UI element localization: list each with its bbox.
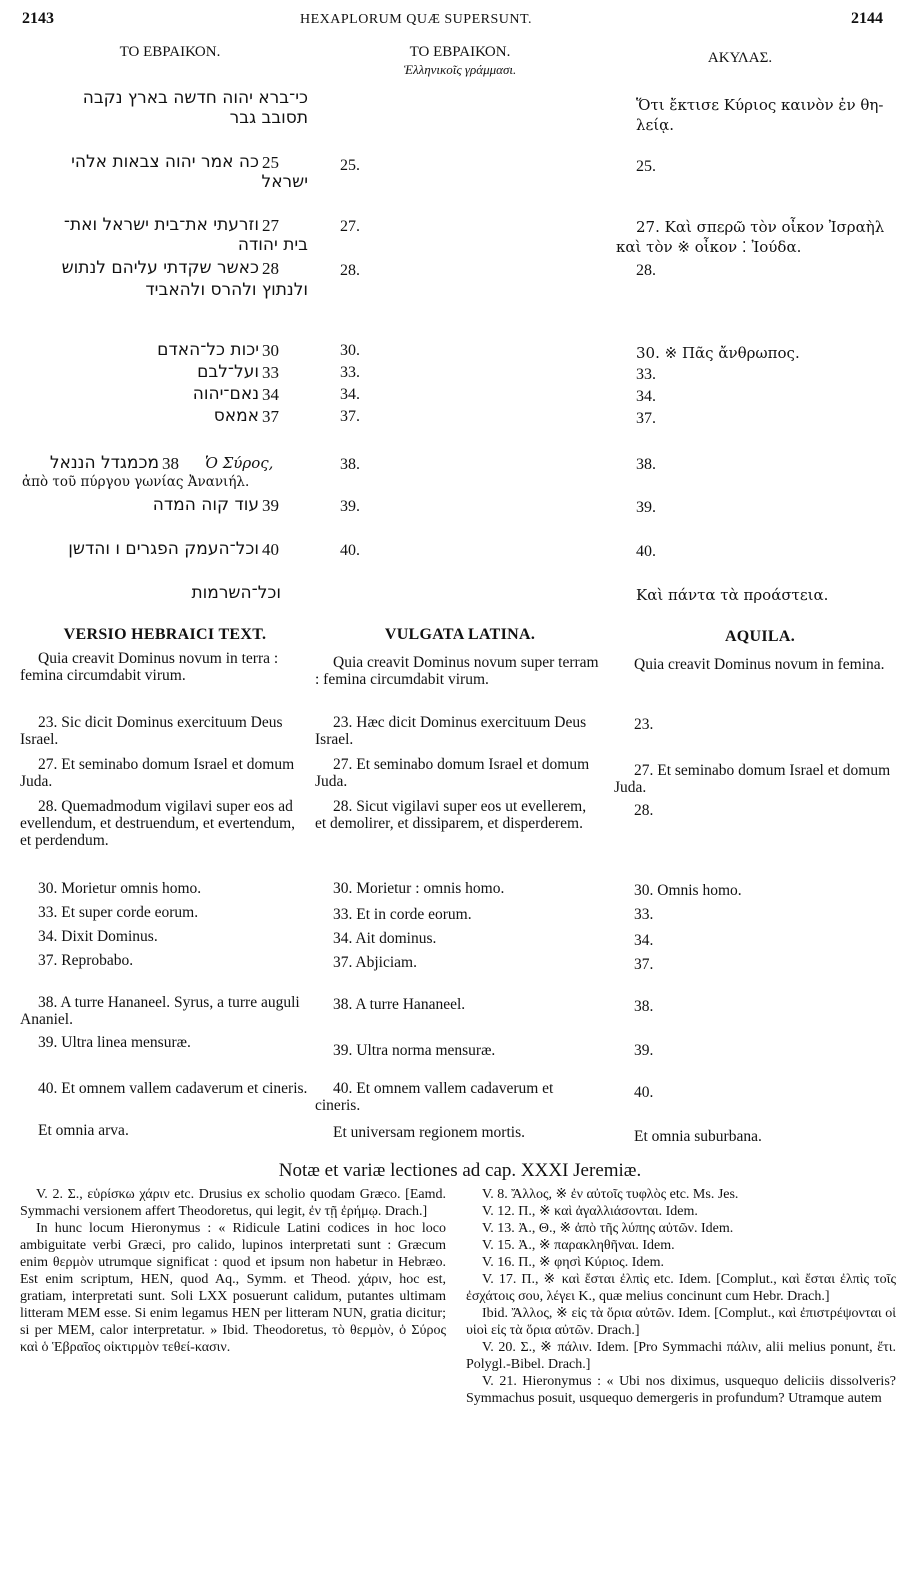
note-paragraph: V. 13. Ἀ., Θ., ※ ἀπὸ τῆς λύπης αὐτῶν. Idem.	[482, 1221, 734, 1236]
vulgata-entry: 28. Sicut vigilavi super eos ut evellerem, et demolirer, et dissiparem, et disperderem.	[315, 798, 587, 832]
aquila-line: λείᾳ.	[636, 116, 675, 134]
vulgata-heading: VULGATA LATINA.	[384, 626, 536, 643]
aquila-line: 27. Καὶ σπερῶ τὸν οἶκον Ἰσραὴλ	[636, 218, 885, 236]
vulgata-entry: 30. Morietur : omnis homo.	[333, 880, 505, 897]
hebrew-line: כאשר שקדתי עליהם לנתוש	[61, 258, 259, 278]
note-paragraph: V. 21. Hieronymus : « Ubi nos diximus, usquequo deliciis dissolveris? Symmachus posuit, usquequo demergeris in profundum? Utramque autem	[466, 1374, 896, 1406]
hebrew-verse-number: 27	[262, 216, 279, 235]
page-number-left: 2143	[22, 10, 54, 27]
vulgata-entry: Quia creavit Dominus novum super terram : femina circumdabit virum.	[315, 654, 599, 688]
aquila-line: 34.	[636, 388, 656, 405]
versio-entry: 28. Quemadmodum vigilavi super eos ad evellendum, et destruendum, et evertendum, et perdendum.	[20, 798, 296, 849]
translit-column-subtitle: Ἑλληνικοῖς γράμμασι.	[403, 62, 517, 77]
vulgata-entry: 40. Et omnem vallem cadaverum et cineris.	[315, 1080, 554, 1114]
aquila-line: 37.	[636, 410, 656, 427]
hebrew-verse-number: 25	[262, 153, 279, 172]
hebrew-line: כי־ברא יהוה חדשה בארץ נקבה	[82, 88, 308, 108]
versio-entry: 37. Reprobabo.	[38, 952, 134, 969]
aquila-line: Ὅτι ἔκτισε Κύριος καινὸν ἐν θη-	[636, 96, 884, 114]
aquila-latin-entry: 27. Et seminabo domum Israel et domum Juda.	[614, 762, 891, 796]
note-paragraph: V. 15. Ἀ., ※ παρακληθῆναι. Idem.	[482, 1238, 675, 1253]
hebrew-line: וזרעתי את־בית ישראל ואת־	[63, 215, 259, 235]
notes-left-column	[20, 1186, 446, 1356]
translit-verse-number: 34.	[340, 386, 360, 403]
versio-entry: 34. Dixit Dominus.	[38, 928, 158, 945]
hebrew-verse-number: 39	[262, 496, 279, 515]
hebrew-verse-number: 37	[262, 407, 279, 426]
note-paragraph: V. 8. Ἄλλος, ※ ἐν αὐτοῖς τυφλὸς etc. Ms. Jes.	[482, 1187, 739, 1202]
note-paragraph: V. 16. Π., ※ φησὶ Κύριος. Idem.	[482, 1255, 664, 1270]
page-number-right: 2144	[851, 10, 883, 27]
versio-entry: 39. Ultra linea mensuræ.	[38, 1034, 191, 1051]
hebrew-line: יכות כל־האדם	[157, 340, 259, 360]
syrus-text: ἀπὸ τοῦ πύργου γωνίας Ἀνανιήλ.	[22, 474, 250, 490]
aquila-latin-entry: Quia creavit Dominus novum in femina.	[634, 656, 885, 673]
versio-entry: Et omnia arva.	[38, 1122, 129, 1139]
vulgata-entry: 33. Et in corde eorum.	[333, 906, 472, 923]
vulgata-entry: 38. A turre Hananeel.	[333, 996, 466, 1013]
note-paragraph: V. 12. Π., ※ καὶ ἀγαλλιάσονται. Idem.	[482, 1204, 698, 1219]
aquila-latin-entry: 37.	[634, 956, 654, 973]
aquila-column-title: ΑΚΥΛΑΣ.	[707, 50, 773, 66]
aquila-latin-entry: Et omnia suburbana.	[634, 1128, 762, 1145]
versio-entry: 40. Et omnem vallem cadaverum et cineris.	[38, 1080, 308, 1097]
vulgata-entry: Et universam regionem mortis.	[333, 1124, 525, 1141]
aquila-line: 28.	[636, 262, 656, 279]
hebrew-line: ולנתוץ ולהרס ולהאביד	[145, 280, 308, 300]
hebrew-column-title: ΤΟ ΕΒΡΑΙΚΟΝ.	[119, 44, 221, 60]
note-paragraph: V. 2. Σ., εὑρίσκω χάριν etc. Drusius ex scholio quodam Græco. [Eamd. Symmachi versionem affert Theodoretus, qui legit, ἐν τῇ ἐρήμῳ. Drach.]	[20, 1187, 446, 1219]
hebrew-verse-number: 30	[262, 341, 279, 360]
notes-title: Notæ et variæ lectiones ad cap. XXXI Jeremiæ.	[278, 1160, 642, 1181]
aquila-line: 33.	[636, 366, 656, 383]
translit-column-title: ΤΟ ΕΒΡΑΙΚΟΝ.	[409, 44, 511, 60]
aquila-latin-entry: 28.	[634, 802, 654, 819]
aquila-latin-entry: 23.	[634, 716, 654, 733]
aquila-latin-heading: AQUILA.	[724, 628, 796, 645]
aquila-latin-entry: 38.	[634, 998, 654, 1015]
vulgata-entry: 34. Ait dominus.	[333, 930, 437, 947]
hebrew-line: כה אמר יהוה צבאות אלהי	[71, 152, 259, 172]
versio-entry: 27. Et seminabo domum Israel et domum Juda.	[20, 756, 295, 790]
aquila-latin-entry: 39.	[634, 1042, 654, 1059]
running-title: HEXAPLORUM QUÆ SUPERSUNT.	[300, 12, 532, 27]
versio-heading: VERSIO HEBRAICI TEXT.	[63, 626, 267, 643]
notes-right-column	[466, 1186, 896, 1407]
vulgata-entry: 27. Et seminabo domum Israel et domum Juda.	[315, 756, 590, 790]
translit-verse-number: 33.	[340, 364, 360, 381]
hebrew-line: מכמגדל הננאל	[49, 453, 159, 473]
aquila-latin-entry: 34.	[634, 932, 654, 949]
aquila-latin-entry: 30. Omnis homo.	[634, 882, 742, 899]
versio-entry: 23. Sic dicit Dominus exercituum Deus Israel.	[20, 714, 283, 748]
hebrew-line: וכל־השרמות	[191, 583, 281, 603]
translit-verse-number: 39.	[340, 498, 360, 515]
aquila-line: 25.	[636, 158, 656, 175]
hebrew-verse-number: 33	[262, 363, 279, 382]
aquila-line: καὶ τὸν ※ οἶκον ⁚ Ἰούδα.	[616, 238, 802, 256]
vulgata-entry: 23. Hæc dicit Dominus exercituum Deus Israel.	[315, 714, 587, 748]
translit-verse-number: 27.	[340, 218, 360, 235]
aquila-latin-entry: 33.	[634, 906, 654, 923]
aquila-line: 38.	[636, 456, 656, 473]
hebrew-verse-number: 38	[162, 454, 179, 473]
versio-entry: Quia creavit Dominus novum in terra : femina circumdabit virum.	[20, 650, 279, 684]
note-paragraph: V. 17. Π., ※ καὶ ἔσται ἐλπὶς etc. Idem. [Complut., καὶ ἔσται ἐλπὶς τοῖς ἐσχάτοις σου, λέγει Κ., quæ melius concinunt cum Hebr. Drach.]	[466, 1272, 896, 1304]
translit-verse-number: 30.	[340, 342, 360, 359]
hebrew-line: נאם־יהוה	[192, 384, 259, 404]
vulgata-entry: 39. Ultra norma mensuræ.	[333, 1042, 496, 1059]
note-paragraph: Ibid. Ἄλλος, ※ εἰς τὰ ὅρια αὐτῶν. Idem. [Complut., καὶ ἐπιστρέψονται οἱ υἱοὶ εἰς τὰ ὅρια αὐτῶν. Drach.]	[466, 1306, 896, 1338]
translit-verse-number: 37.	[340, 408, 360, 425]
translit-verse-number: 25.	[340, 157, 360, 174]
hebrew-line: ישראל	[261, 172, 308, 192]
aquila-line: Καὶ πάντα τὰ προάστεια.	[636, 586, 829, 604]
hebrew-line: אמאס	[213, 406, 259, 426]
hebrew-line: וכל־העמק הפגרים ו והדשן	[68, 539, 259, 559]
syrus-label: Ὁ Σύρος,	[205, 454, 274, 472]
vulgata-entry: 37. Abjiciam.	[333, 954, 417, 971]
aquila-line: 40.	[636, 543, 656, 560]
versio-entry: 30. Morietur omnis homo.	[38, 880, 202, 897]
hebrew-verse-number: 40	[262, 540, 279, 559]
note-paragraph: In hunc locum Hieronymus : « Ridicule Latini codices in hoc loco ambiguitate verbi Græci, pro calido, lupinos interpretati sunt : Græcum enim θερμὸν utrumque significat : quod et ipsum non habetur in Hebræo. Est enim scriptum, HEN, quod Aq., Symm. et Theod. χάριν, hoc est, gratiam, interpretati sunt. Soli LXX posuerunt calidum, putantes ultimam litteram MEM esse. Si enim legamus HEN per litteram NUN, gratia dicitur; si per MEM, calor interpretatur. » Ibid. Theodoretus, τὸ θερμὸν, ὁ Σύρος καὶ ὁ Ἑβραῖος οἰκτιρμὸν τεθεί-κασιν.	[20, 1221, 446, 1355]
hebrew-verse-number: 34	[262, 385, 279, 404]
note-paragraph: V. 20. Σ., ※ πάλιν. Idem. [Pro Symmachi πάλιν, alii melius ponunt, ἔτι. Polygl.-Bibel. Drach.]	[466, 1340, 896, 1372]
versio-entry: 38. A turre Hananeel. Syrus, a turre auguli Ananiel.	[20, 994, 300, 1028]
aquila-line: 30. ※ Πᾶς ἄνθρωπος.	[636, 344, 800, 362]
translit-verse-number: 40.	[340, 542, 360, 559]
hebrew-line: תסובב גבר	[229, 108, 308, 128]
hebrew-line: בית יהודה	[237, 235, 308, 255]
hebrew-line: עוד קוה המדה	[152, 495, 259, 515]
translit-verse-number: 28.	[340, 262, 360, 279]
aquila-latin-entry: 40.	[634, 1084, 654, 1101]
aquila-line: 39.	[636, 499, 656, 516]
versio-entry: 33. Et super corde eorum.	[38, 904, 199, 921]
hebrew-line: ועל־לבם	[197, 362, 259, 382]
translit-verse-number: 38.	[340, 456, 360, 473]
hebrew-verse-number: 28	[262, 259, 279, 278]
